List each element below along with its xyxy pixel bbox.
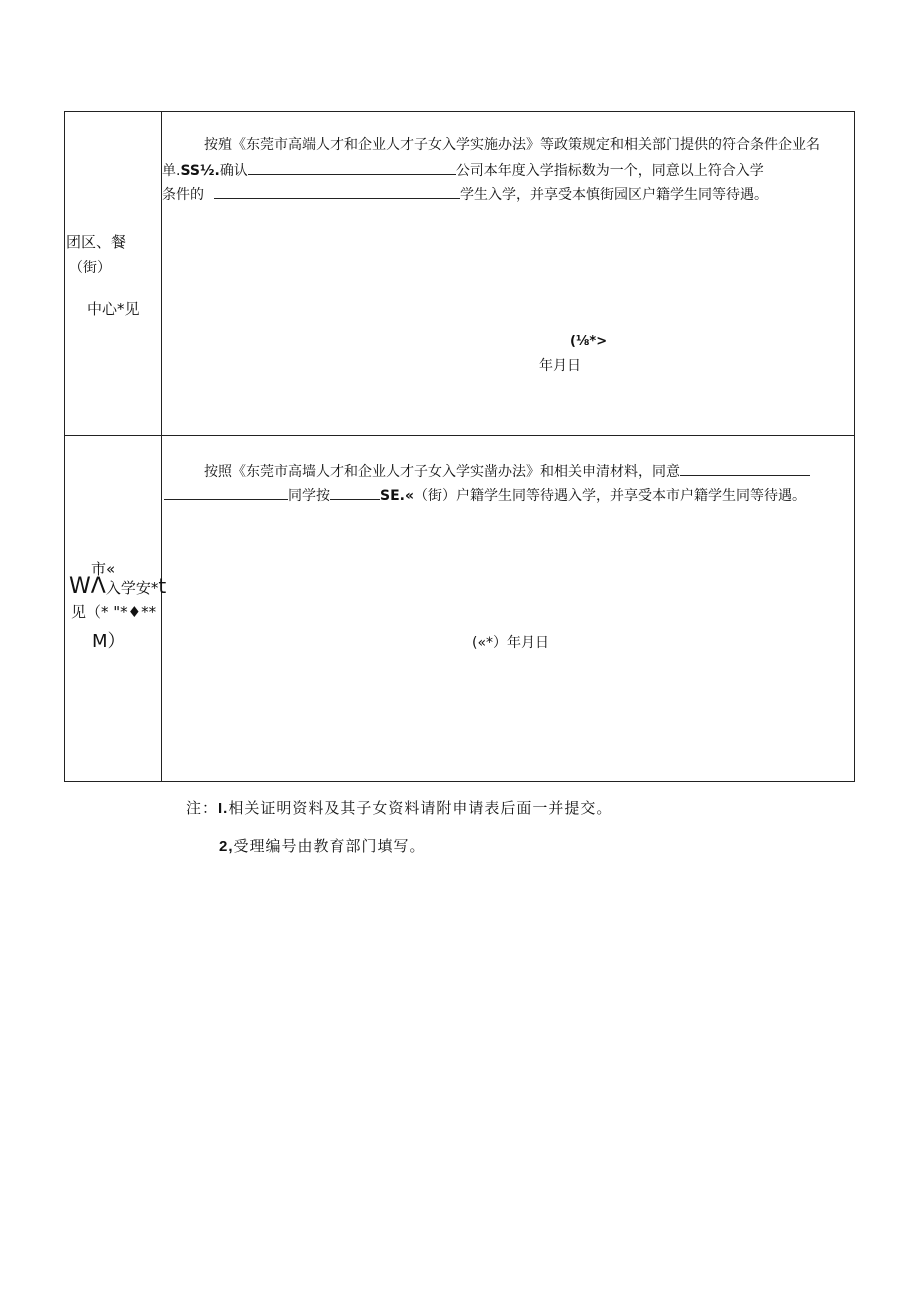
- note-2: [219, 835, 426, 856]
- district-statement-line1: 按殖《东莞市高端人才和企业人才子女入学实施办法》等政策规定和相关部门提供的符合条件企业名: [204, 137, 820, 153]
- education-opinion-content-cell: [162, 436, 855, 782]
- education-statement-code: SE.«: [380, 488, 415, 504]
- district-seal-placeholder: (⅛*>: [570, 334, 608, 349]
- education-bureau-opinion-row: [65, 436, 855, 782]
- application-form-table: [64, 111, 855, 782]
- company-name-blank[interactable]: [248, 160, 456, 175]
- student-name-blank[interactable]: [164, 485, 288, 500]
- education-label-line4: M）: [92, 631, 126, 652]
- note-text: 相关证明资料及其子女资料请附申请表后面一并提交。: [228, 799, 613, 817]
- district-label-line3: 中心*见: [87, 300, 140, 318]
- education-label-glyph: t: [158, 574, 167, 598]
- district-statement-text: 单.: [162, 163, 181, 179]
- note-number: I.: [218, 800, 229, 817]
- education-label-text: 入学安*: [105, 579, 159, 597]
- education-label-line3: 见（* "*♦**: [71, 603, 157, 621]
- education-statement-line2: [164, 485, 806, 505]
- district-statement-text: 条件的: [162, 187, 204, 203]
- education-label-line2: [69, 574, 167, 599]
- district-opinion-content-cell: [162, 112, 855, 436]
- note-1: [186, 797, 612, 818]
- education-opinion-label-cell: [65, 436, 167, 782]
- note-prefix: 注：: [186, 799, 219, 817]
- district-label-line2: （街）: [69, 260, 111, 276]
- education-label-line1: 市«: [91, 560, 116, 578]
- district-statement-text: 确认: [219, 163, 248, 179]
- applicant-name-blank[interactable]: [680, 461, 810, 476]
- district-statement-text: 学生入学，并享受本慎街园区户籍学生同等待遇。: [460, 187, 768, 203]
- education-statement-text: 同学按: [288, 488, 330, 504]
- district-statement-code: SS½.: [180, 163, 220, 179]
- education-statement-text: 按照《东莞市高墙人才和企业人才子女入学实凿办法》和相关申清材料，同意: [204, 464, 680, 480]
- district-statement-line3: [162, 184, 768, 204]
- note-number: 2,: [219, 838, 234, 855]
- district-label-line1: 团区、餐: [66, 233, 127, 251]
- district-opinion-label-cell: [65, 112, 162, 436]
- note-text: 受理编号由教育部门填写。: [233, 837, 426, 855]
- education-seal-date: («*）年月日: [472, 635, 550, 651]
- district-opinion-row: [65, 112, 855, 436]
- district-statement-line2: [162, 160, 764, 180]
- student-name-blank[interactable]: [214, 184, 460, 199]
- education-label-glyph: WΛ: [69, 574, 106, 599]
- district-date: 年月日: [539, 358, 581, 374]
- district-statement-text: 公司本年度入学指标数为一个，同意以上符合入学: [455, 163, 764, 179]
- district-name-blank[interactable]: [330, 485, 380, 500]
- education-statement-text: （街）户籍学生同等待遇入学，并享受本市户籍学生同等待遇。: [414, 488, 807, 504]
- education-statement-line1: [204, 461, 810, 481]
